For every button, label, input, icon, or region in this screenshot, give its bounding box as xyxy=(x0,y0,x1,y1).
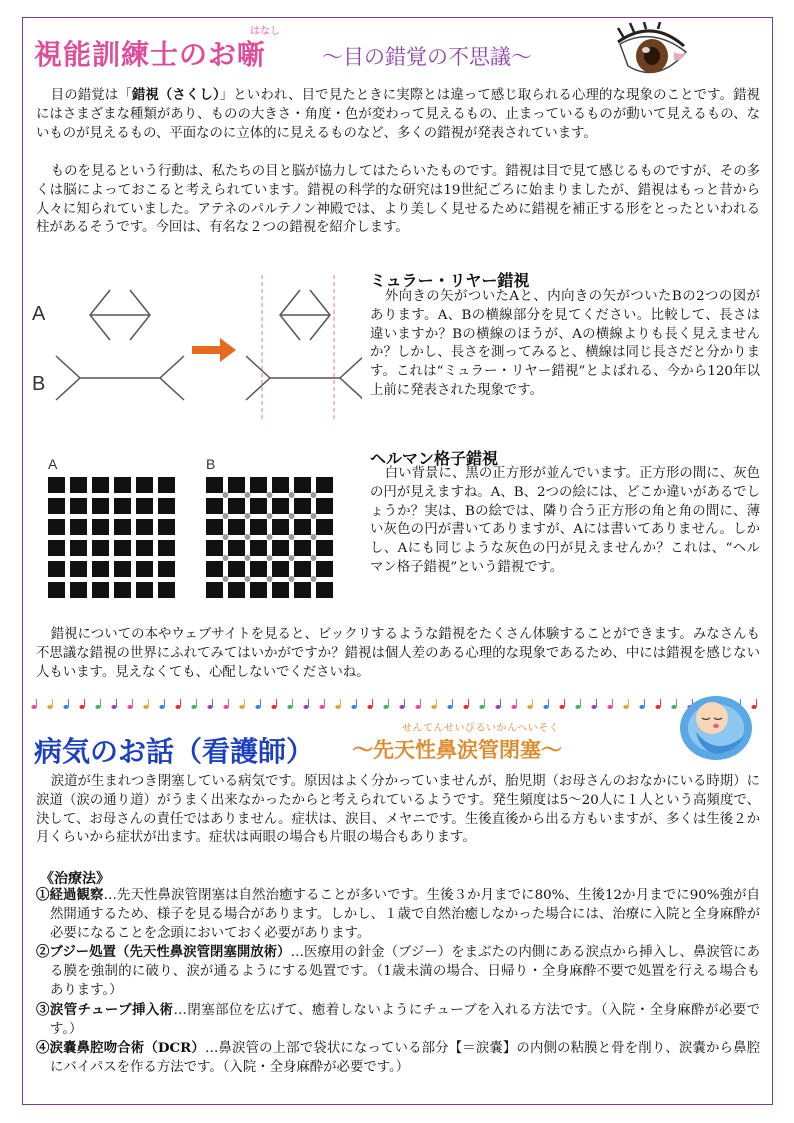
grid-square xyxy=(136,561,153,577)
grid-gray-dot xyxy=(311,534,317,540)
treatment-item xyxy=(36,1039,760,1078)
intro-paragraph-2: ものを見るという行動は、私たちの目と脳が協力してはたらいたものです。錯視は目で見て感じるものですが、その多くは脳によっておこると考えられています。錯視の科学的な研究は19世紀ごろに始まりましたが、錯視はもっと昔から人々に知られていました。アテネのパルテノン神殿では、より美しく見せるために錯視を補正する形をとったといわれる柱があるそうです。今回は、有名な２つの錯視を紹介します。 xyxy=(36,164,760,236)
grid-square xyxy=(250,582,267,598)
music-note xyxy=(207,699,212,709)
music-note xyxy=(319,699,324,709)
music-note xyxy=(399,699,404,709)
music-notes-divider xyxy=(30,697,770,711)
music-note xyxy=(79,699,84,709)
music-note xyxy=(111,699,116,709)
music-note xyxy=(159,699,164,709)
grid-square xyxy=(206,477,223,493)
treatment-item-text: …鼻涙管の上部で袋状になっている部分【＝涙嚢】の内側の粘膜と骨を削り、涙嚢から鼻腔にバイパスを作る方法です。（入院・全身麻酔が必要です。） xyxy=(50,1041,760,1076)
grid-gray-dot xyxy=(245,513,251,519)
grid-square xyxy=(158,540,175,556)
music-note xyxy=(175,699,180,709)
grid-square xyxy=(48,582,65,598)
grid-square xyxy=(272,540,289,556)
music-note xyxy=(271,699,276,709)
grid-gray-dot xyxy=(267,576,273,582)
music-note xyxy=(655,699,660,709)
grid-square xyxy=(294,582,311,598)
grid-square xyxy=(272,498,289,514)
grid-square xyxy=(316,540,333,556)
grid-gray-dot xyxy=(267,555,273,561)
hermann-label-b: B xyxy=(206,456,216,472)
grid-gray-dot xyxy=(245,576,251,582)
grid-square xyxy=(92,519,109,535)
grid-square xyxy=(70,582,87,598)
music-note xyxy=(511,699,516,709)
grid-square xyxy=(206,561,223,577)
hermann-grid-figure xyxy=(44,455,349,605)
treatment-item-title: ②ブジー処置（先天性鼻涙管閉塞開放術） xyxy=(36,944,291,961)
music-note xyxy=(335,699,340,709)
title2-ruby: せんてんせいびるいかんへいそく xyxy=(402,723,560,734)
music-note xyxy=(607,699,612,709)
grid-square xyxy=(228,519,245,535)
section2-title: 病気のお話（看護師） xyxy=(34,735,315,768)
grid-square xyxy=(48,498,65,514)
muller-label-b: B xyxy=(32,373,46,395)
music-note xyxy=(127,699,132,709)
grid-square xyxy=(294,561,311,577)
title-ruby: はなし xyxy=(250,26,280,37)
treatment-item xyxy=(36,943,760,1000)
music-note xyxy=(415,699,420,709)
section2-subtitle: ～先天性鼻涙管閉塞～ xyxy=(352,738,562,762)
grid-square xyxy=(92,477,109,493)
music-note xyxy=(623,699,628,709)
grid-square xyxy=(48,519,65,535)
grid-square xyxy=(250,477,267,493)
intro1-pre: 目の錯覚は「 xyxy=(50,88,132,103)
grid-gray-dot xyxy=(289,492,295,498)
grid-square xyxy=(228,582,245,598)
grid-square xyxy=(228,561,245,577)
grid-gray-dot xyxy=(289,555,295,561)
treatment-item-text: …閉塞部位を広げて、癒着しないようにチューブを入れる方法です。（入院・全身麻酔が必要です。） xyxy=(50,1002,760,1037)
music-note xyxy=(191,699,196,709)
grid-square xyxy=(70,540,87,556)
grid-gray-dot xyxy=(245,492,251,498)
music-note xyxy=(287,699,292,709)
hermann-label-a: A xyxy=(48,456,58,472)
grid-square xyxy=(136,540,153,556)
grid-square xyxy=(92,582,109,598)
grid-gray-dot xyxy=(311,576,317,582)
music-note xyxy=(47,699,52,709)
hermann-text: 白い背景に、黒の正方形が並んでいます。正方形の間に、灰色の円が見えますね。A、B、2つの絵には、どこか違いがあるでしょうか？実は、Bの絵では、隣り合う正方形の角と角の間に、薄い灰色の円が書いてありますが、Aには書いてありません。しかし、Aにも同じような灰色の円が見えませんか？これは、“ヘルマン格子錯視”という錯視です。 xyxy=(370,466,760,575)
grid-square xyxy=(158,498,175,514)
grid-square xyxy=(48,540,65,556)
muller-lyer-figure xyxy=(32,270,362,430)
grid-square xyxy=(114,519,131,535)
grid-square xyxy=(272,519,289,535)
music-note xyxy=(479,699,484,709)
section2-intro: 涙道が生まれつき閉塞している病気です。原因はよく分かっていませんが、胎児期（お母さんのおなかにいる時期）に涙道（涙の通り道）がうまく出来なかったからと考えられているようです。発生頻度は5～20人に１人という高頻度で、決して、お母さんの責任ではありません。症状は、涙目、メヤニです。生後直後から出る方もいますが、多くは生後２か月くらいから症状が出ます。症状は両眼の場合も片眼の場合もあります。 xyxy=(36,774,760,846)
grid-square xyxy=(158,519,175,535)
music-note xyxy=(303,699,308,709)
grid-square xyxy=(316,582,333,598)
treatment-list xyxy=(36,886,760,1078)
grid-square xyxy=(272,582,289,598)
muller-lyer-title: ミュラー・リヤー錯視 xyxy=(370,271,530,290)
grid-gray-dot xyxy=(289,534,295,540)
grid-square xyxy=(136,498,153,514)
music-note xyxy=(63,699,68,709)
grid-square xyxy=(250,561,267,577)
treatment-item-title: ③涙管チューブ挿入術 xyxy=(36,1001,174,1018)
grid-gray-dot xyxy=(223,576,229,582)
grid-square xyxy=(206,519,223,535)
grid-square xyxy=(316,561,333,577)
grid-square xyxy=(250,519,267,535)
grid-gray-dot xyxy=(267,534,273,540)
grid-gray-dot xyxy=(223,492,229,498)
grid-square xyxy=(294,540,311,556)
treatment-item xyxy=(36,1001,760,1040)
treatment-item-text: …医療用の針金（ブジー）をまぶたの内側にある涙点から挿入し、鼻涙管にある膜を強制的に破り、涙が通るようにする処置です。（1歳未満の場合、日帰り・全身麻酔不要で処置を行える場合もあります。） xyxy=(50,945,760,998)
music-note xyxy=(559,699,564,709)
music-note xyxy=(639,699,644,709)
grid-square xyxy=(48,561,65,577)
grid-square xyxy=(294,477,311,493)
grid-gray-dot xyxy=(267,492,273,498)
intro1-bold-term: 錯視（さくし） xyxy=(131,87,220,103)
music-note xyxy=(143,699,148,709)
music-note xyxy=(31,699,36,709)
treatment-item-text: …先天性鼻涙管閉塞は自然治癒することが多いです。生後３か月までに80%、生後12か月までに90%強が自然開通するため、様子を見る場合があります。しかし、１歳で自然治癒しなかった場合には、治療に入院と全身麻酔が必要になることを念頭においておく必要があります。 xyxy=(50,888,760,941)
grid-square xyxy=(206,540,223,556)
music-note xyxy=(527,699,532,709)
grid-square xyxy=(114,540,131,556)
grid-square xyxy=(92,540,109,556)
intro-paragraph-1 xyxy=(36,86,760,143)
grid-b xyxy=(206,477,333,598)
grid-square xyxy=(70,477,87,493)
section1-title: 視能訓練士のお噺 xyxy=(34,38,267,71)
music-note xyxy=(431,699,436,709)
music-note xyxy=(351,699,356,709)
grid-square xyxy=(316,477,333,493)
grid-square xyxy=(92,498,109,514)
music-note xyxy=(239,699,244,709)
grid-square xyxy=(250,540,267,556)
grid-square xyxy=(316,498,333,514)
grid-square xyxy=(114,477,131,493)
music-note xyxy=(367,699,372,709)
grid-square xyxy=(250,498,267,514)
grid-gray-dot xyxy=(289,513,295,519)
grid-gray-dot xyxy=(223,534,229,540)
grid-square xyxy=(158,561,175,577)
grid-gray-dot xyxy=(311,492,317,498)
treatment-item-title: ④涙嚢鼻腔吻合術（DCR） xyxy=(36,1040,205,1057)
music-note xyxy=(543,699,548,709)
grid-square xyxy=(70,561,87,577)
grid-gray-dot xyxy=(245,534,251,540)
treatment-item-title: ①経過観察 xyxy=(36,887,104,903)
grid-square xyxy=(316,519,333,535)
grid-gray-dot xyxy=(311,513,317,519)
sleeping-baby-icon xyxy=(676,688,756,762)
muller-label-a: A xyxy=(32,303,46,325)
grid-gray-dot xyxy=(289,576,295,582)
grid-gray-dot xyxy=(245,555,251,561)
music-note xyxy=(447,699,452,709)
grid-gray-dot xyxy=(311,555,317,561)
treatment-item xyxy=(36,886,760,943)
grid-square xyxy=(114,498,131,514)
grid-square xyxy=(294,519,311,535)
grid-square xyxy=(158,582,175,598)
treatment-heading: 《治療法》 xyxy=(40,871,110,887)
closing-paragraph: 錯視についての本やウェブサイトを見ると、ビックリするような錯視をたくさん体験することができます。みなさんも不思議な錯視の世界にふれてみてはいかがですか？錯視は個人差のある心理的な現象であるため、中には錯視を感じない人もいます。見えなくても、心配しないでくださいね。 xyxy=(36,627,760,680)
grid-square xyxy=(92,561,109,577)
grid-gray-dot xyxy=(223,555,229,561)
section1-subtitle: ～目の錯覚の不思議～ xyxy=(322,45,532,69)
muller-lyer-text: 外向きの矢がついたAと、内向きの矢がついたBの2つの図があります。A、Bの横線部分を見てください。比較して、長さは違いますか？Bの横線のほうが、Aの横線よりも長く見えませんか？しかし、長さを測ってみると、横線は同じ長さだと分かります。これは“ミュラー・リヤー錯視”とよばれる、今から120年以上前に発表された現象です。 xyxy=(370,289,760,398)
music-note xyxy=(463,699,468,709)
grid-square xyxy=(136,582,153,598)
grid-square xyxy=(206,582,223,598)
grid-square xyxy=(294,498,311,514)
grid-square xyxy=(228,540,245,556)
music-note xyxy=(591,699,596,709)
grid-gray-dot xyxy=(223,513,229,519)
grid-square xyxy=(136,519,153,535)
grid-square xyxy=(228,498,245,514)
intro1-post: 」といわれ、目で見たときに実際とは違って感じ取られる心理的な現象のことです。錯視にはさまざまな種類があり、ものの大きさ・角度・色が変わって見えるもの、止まっているものが動いて見えるもの、ないものが見えるもの、平面なのに立体的に見えるものなど、多くの錯視が発表されています。 xyxy=(36,88,761,141)
grid-square xyxy=(114,561,131,577)
music-note xyxy=(495,699,500,709)
music-note xyxy=(575,699,580,709)
grid-gray-dot xyxy=(267,513,273,519)
grid-square xyxy=(158,477,175,493)
grid-square xyxy=(114,582,131,598)
grid-square xyxy=(70,519,87,535)
grid-square xyxy=(136,477,153,493)
music-note xyxy=(383,699,388,709)
music-note xyxy=(255,699,260,709)
eye-icon xyxy=(612,22,692,84)
grid-a xyxy=(48,477,175,598)
music-note xyxy=(223,699,228,709)
grid-square xyxy=(70,498,87,514)
grid-square xyxy=(272,561,289,577)
grid-square xyxy=(272,477,289,493)
grid-square xyxy=(206,498,223,514)
grid-square xyxy=(228,477,245,493)
grid-square xyxy=(48,477,65,493)
hermann-title: ヘルマン格子錯視 xyxy=(370,449,499,468)
music-note xyxy=(95,699,100,709)
